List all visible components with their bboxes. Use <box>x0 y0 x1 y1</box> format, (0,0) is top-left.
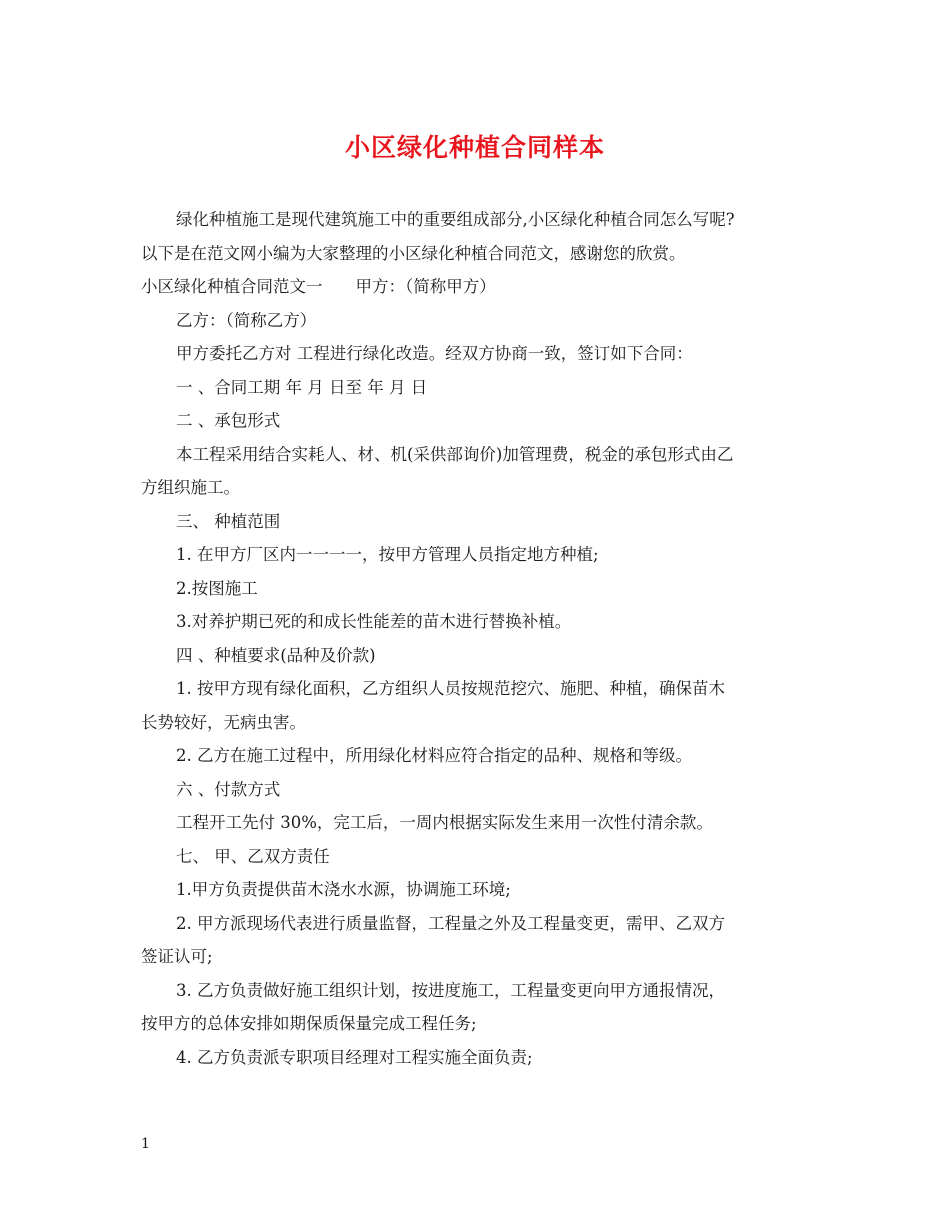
document-title: 小区绿化种植合同样本 <box>344 133 605 162</box>
paragraph-line: 甲方委托乙方对 工程进行绿化改造。经双方协商一致，签订如下合同： <box>176 344 693 363</box>
paragraph-line: 绿化种植施工是现代建筑施工中的重要组成部分,小区绿化种植合同怎么写呢? <box>176 210 735 229</box>
section-heading: 三、 种植范围 <box>176 511 281 531</box>
paragraph-line: 乙方：（简称乙方） <box>176 310 317 330</box>
list-item: 1. 按甲方现有绿化面积，乙方组织人员按规范挖穴、施肥、种植，确保苗木 <box>176 679 725 698</box>
list-item: 2. 乙方在施工过程中，所用绿化材料应符合指定的品种、规格和等级。 <box>176 746 692 765</box>
list-item: 1.甲方负责提供苗木浇水水源，协调施工环境; <box>176 880 511 899</box>
list-item: 4. 乙方负责派专职项目经理对工程实施全面负责; <box>176 1047 533 1067</box>
paragraph-line: 一 、合同工期 年 月 日至 年 月 日 <box>176 377 428 397</box>
section-heading: 六 、付款方式 <box>176 779 281 799</box>
paragraph-line: 按甲方的总体安排如期保质保量完成工程任务; <box>141 1014 477 1033</box>
list-item: 2.按图施工 <box>176 578 258 598</box>
list-item: 3.对养护期已死的和成长性能差的苗木进行替换补植。 <box>176 612 572 631</box>
section-heading: 二 、承包形式 <box>176 411 281 430</box>
list-item: 3. 乙方负责做好施工组织计划，按进度施工，工程量变更向甲方通报情况， <box>176 980 725 1000</box>
paragraph-line: 以下是在范文网小编为大家整理的小区绿化种植合同范文，感谢您的欣赏。 <box>141 243 686 263</box>
paragraph-line: 长势较好，无病虫害。 <box>141 712 306 732</box>
paragraph-line: 方组织施工。 <box>141 478 240 497</box>
paragraph-line: 工程开工先付 30%，完工后，一周内根据实际发生来用一次性付清余款。 <box>176 813 713 832</box>
list-item: 2. 甲方派现场代表进行质量监督，工程量之外及工程量变更，需甲、乙双方 <box>176 913 725 933</box>
paragraph-line: 小区绿化种植合同范文一 甲方：（简称甲方） <box>141 277 496 296</box>
paragraph-line: 本工程采用结合实耗人、材、机(采供部询价)加管理费，税金的承包形式由乙 <box>176 444 734 464</box>
section-heading: 四 、种植要求(品种及价款) <box>176 645 376 665</box>
document-body <box>141 203 821 1074</box>
section-heading: 七、 甲、乙双方责任 <box>176 846 330 866</box>
page-number: 1 <box>141 1136 150 1152</box>
paragraph-line: 签证认可; <box>141 947 213 966</box>
list-item: 1. 在甲方厂区内一一一一，按甲方管理人员指定地方种植; <box>176 545 599 564</box>
